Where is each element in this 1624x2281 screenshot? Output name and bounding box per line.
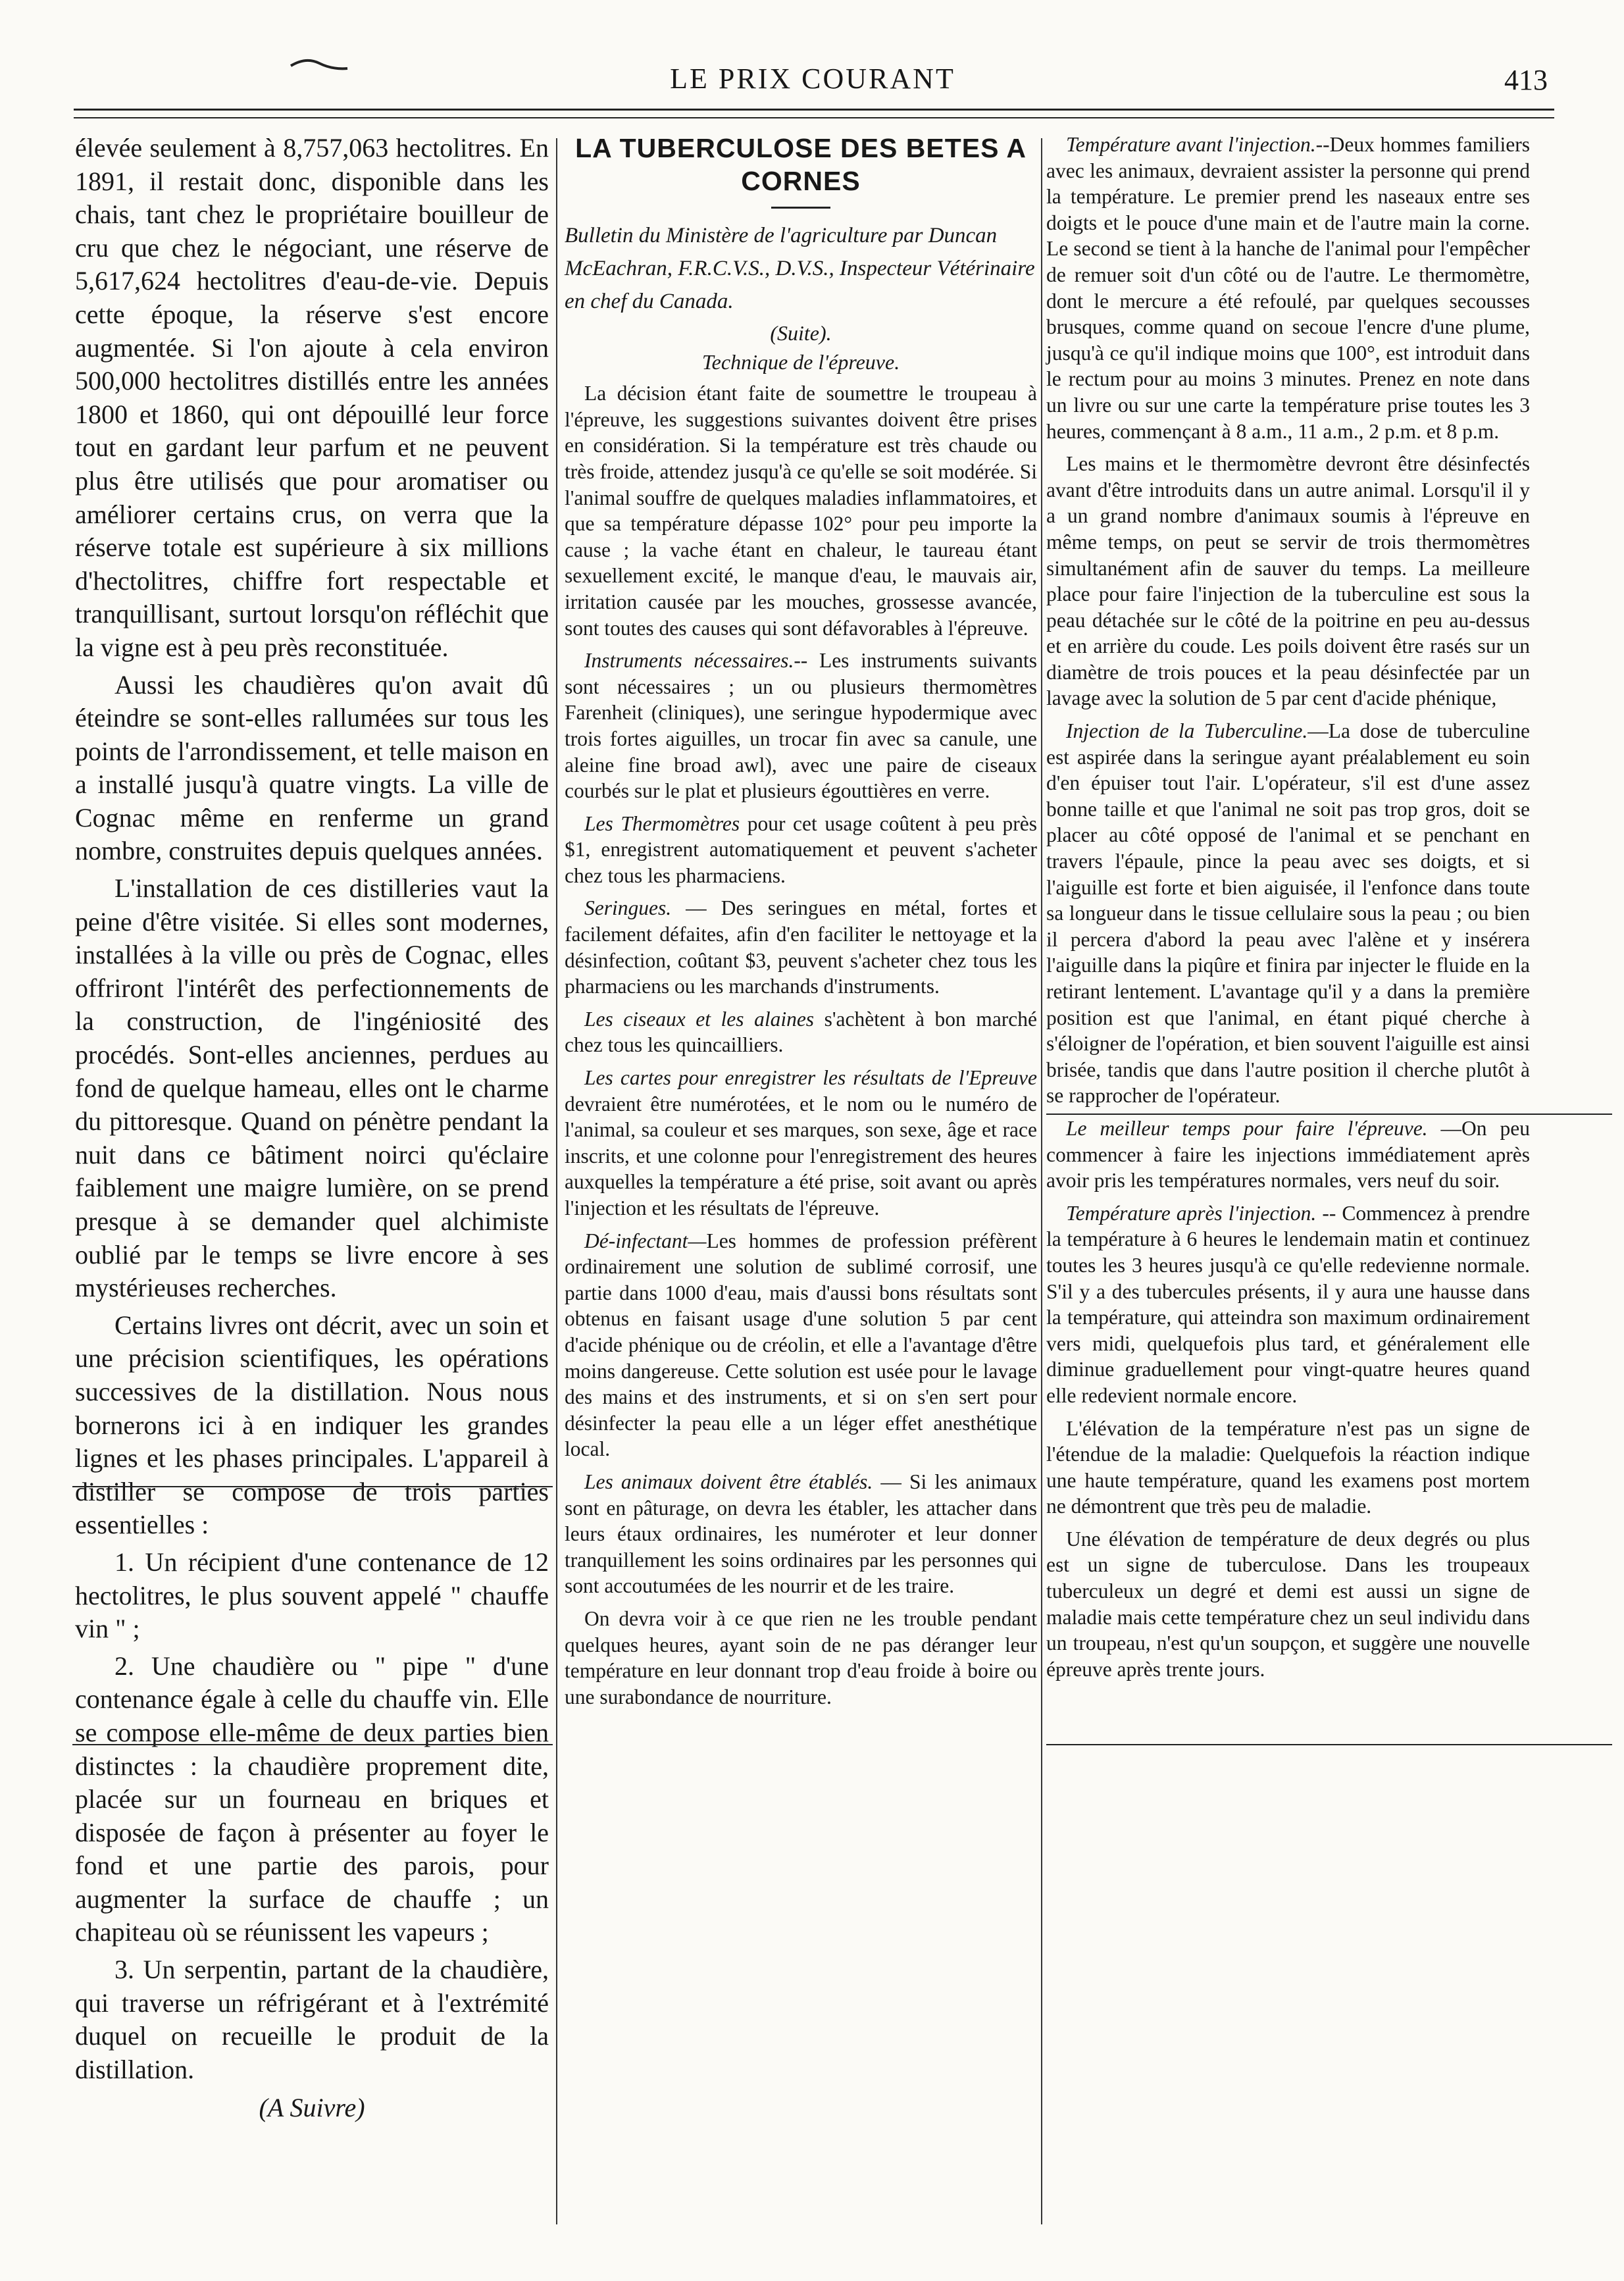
run-in-heading: Instruments nécessaires.-- — [584, 649, 808, 673]
list-item: 1. Un récipient d'une contenance de 12 hectolitres, le plus souvent appelé " chauffe vin " ; — [75, 1547, 549, 1644]
run-in-heading: Les Thermomètres — [584, 811, 740, 835]
header-rule — [74, 109, 1554, 111]
column-divider — [556, 138, 557, 2224]
paragraph — [1046, 1416, 1530, 1520]
section-heading: Technique de l'épreuve. — [701, 349, 900, 374]
paragraph-text: Une élévation de température de deux degrés ou plus est un signe de tuberculose. Dans les troupeaux tuberculeux un degré et demi est aussi un signe de maladie mais cette température chez un seul individu dans un troupeau, n'est qu'un soupçon, et suggère une nouvelle épreuve après trente jours. — [1046, 1527, 1530, 1681]
list-item: 3. Un serpentin, partant de la chaudière, qui traverse un réfrigérant et à l'extrémité duquel on recueille le produit de la distillation. — [75, 1955, 549, 2084]
paragraph — [1046, 1200, 1530, 1409]
fold-line — [72, 1744, 553, 1745]
run-in-heading: Seringues. — [584, 896, 672, 920]
title-rule — [771, 207, 830, 209]
paragraph-text: Les mains et le thermomètre devront être désinfectés avant d'être introduits dans un autre animal. Lorsqu'il il y a un grand nombre d'animaux soumis à l'épreuve en même temps, on peut se servir de trois thermomètres simultanément afin de sauver du temps. La meilleure place pour faire l'injection de la tuberculine est sous la peau détachée sur le côté de la poitrine en peu au-dessus et en arrière du coude. Les poils doivent être rasés sur un diamètre de trois pouces et la peau désinfectée par un lavage avec la solution de 5 par cent d'acide phénique, — [1046, 452, 1530, 710]
paragraph — [1046, 132, 1530, 444]
paragraph: élevée seulement à 8,757,063 hectolitres. En 1891, il restait donc, disponible dans les chais, tant chez le propriétaire bouilleur de cru que chez le négociant, une réserve de 5,617,624 hectolitres d'eau-de-vie. Depuis cette époque, la réserve s'est encore augmentée. Si l'on ajoute à cela environ 500,000 hectolitres distillés entre les années 1800 et 1860, qui ont dépouillé leur force tout en gardant leur parfum et ne peuvent plus être utilisés que pour aromatiser ou améliorer certains crus, on verra que la réserve totale est supérieure à six millions d'hectolitres, chiffre fort respectable et tranquillisant, surtout lorsqu'on réfléchit que la vigne est à peu près reconstituée. — [75, 133, 549, 662]
run-in-heading: Température avant l'injection. — [1066, 133, 1316, 156]
paragraph — [565, 895, 1037, 999]
paragraph — [565, 1228, 1037, 1462]
paragraph — [565, 1065, 1037, 1221]
run-in-heading: Les animaux doivent être établés. — [584, 1470, 873, 1493]
continued-note: (A Suivre) — [259, 2093, 365, 2123]
paragraph-text: devraient être numérotées, et le nom ou le numéro de l'animal, sa couleur et ses marques, son sexe, âge et race inscrits, et une colonne pour l'enregistrement des heures auxquelles la température a été prise, soit avant ou après l'injection et les résultats de l'épreuve. — [565, 1092, 1037, 1219]
article-title: LA TUBERCULOSE DES BETES A CORNES — [575, 133, 1027, 196]
paragraph — [1046, 718, 1530, 1109]
run-in-heading: Les cartes pour enregistrer les résultats de l'Epreuve — [584, 1066, 1037, 1090]
fold-line — [72, 1486, 553, 1487]
paragraph — [1046, 1115, 1530, 1194]
column-divider — [1041, 138, 1042, 2224]
paragraph: Aussi les chaudières qu'on avait dû éteindre se sont-elles rallumées sur tous les points de l'arrondissement, et telle maison en a installé jusqu'à quatre vingts. La ville de Cognac même en renferme un grand nombre, construites depuis quelques années. — [75, 669, 549, 866]
paragraph-text: -- Commencez à prendre la température à 6 heures le lendemain matin et continuez toutes les 3 heures jusqu'à ce qu'elle redevienne normale. S'il y a des tubercules présents, il y aura une hausse dans la température, qui atteindra son maximum ordinairement vers midi, quelquefois plus tard, et généralement elle diminue graduellement pour vingt-quatre heures quand elle redevient normale encore. — [1046, 1201, 1531, 1407]
column-tuberculose-continued — [1046, 132, 1530, 1689]
column-cognac-article — [75, 132, 549, 2125]
header-rule-thin — [74, 117, 1554, 118]
paragraph — [565, 1006, 1037, 1058]
paragraph-text: — Si les animaux sont en pâturage, on devra les établer, les attacher dans leurs étaux ordinaires, les numéroter et leur donner tranquillement les soins ordinaires par les personnes qui sont accoutumées de les nourrir et de les traire. — [565, 1470, 1037, 1598]
paragraph — [1046, 1526, 1530, 1683]
paragraph — [565, 811, 1037, 889]
paragraph-text: Les hommes de profession préfèrent ordinairement une solution de sublimé corrosif, une partie dans 1000 d'eau, mais d'aussi bons résultats sont obtenus en faisant usage d'une solution 5 par cent d'acide phénique ou de créolin, et elle a l'avantage d'être moins dangereuse. Cette solution est usée pour le lavage des mains et des instruments, et si on s'en sert pour désinfecter la peau elle a un léger effet anesthétique local. — [565, 1229, 1037, 1461]
paragraph-text: pour cet usage coûtent à peu près $1, enregistrent automatiquement et peuvent s'acheter chez tous les pharmaciens. — [565, 811, 1037, 887]
paragraph: L'installation de ces distilleries vaut la peine d'être visitée. Si elles sont modernes, installées à la ville ou près de Cognac, elles offriront l'intérêt des perfectionnements de la construction, de l'ingéniosité des procédés. Sont-elles anciennes, perdues au fond de quelque hameau, elles ont le charme du pittoresque. Quand on pénètre pendant la nuit dans ce bâtiment noirci qu'éclaire faiblement une maigre lumière, on se prend presque à se demander quel alchimiste oublié par le temps se livre encore à ses mystérieuses recherches. — [75, 873, 549, 1303]
paragraph — [565, 1469, 1037, 1599]
paragraph-text: L'élévation de la température n'est pas un signe de l'étendue de la maladie: Quelquefois la réaction indique une haute température, quand les examens post mortem ne démontrent que très peu de maladie. — [1046, 1416, 1530, 1518]
paragraph-text: —On peu commencer à faire les injections immédiatement après avoir pris les températures normales, vers neuf du soir. — [1046, 1116, 1530, 1192]
running-title: LE PRIX COURANT — [670, 63, 955, 95]
run-in-heading: Le meilleur temps pour faire l'épreuve. — [1066, 1116, 1428, 1140]
paragraph-text: s'achètent à bon marché chez tous les quincailliers. — [565, 1007, 1037, 1057]
run-in-heading: Température après l'injection. — [1066, 1201, 1317, 1225]
article-byline: Bulletin du Ministère de l'agriculture par Duncan McEachran, F.R.C.V.S., D.V.S., Inspecteur Vétérinaire en chef du Canada. — [565, 224, 1035, 313]
paragraph-text: Les instruments suivants sont nécessaires ; un ou plusieurs thermomètres Farenheit (cliniques), une seringue hypodermique avec trois fortes aiguilles, un trocar fin avec sa canule, une aleine fine broad awl), avec une paire de ciseaux courbés sur le plat et plusieurs égouttières en verre. — [565, 649, 1037, 803]
paragraph: La décision étant faite de soumettre le troupeau à l'épreuve, les suggestions suivantes doivent être prises en considération. Si la température est très chaude ou très froide, attendez jusqu'à ce qu'elle se soit modérée. Si l'animal souffre de quelques maladies inflammatoires, et que sa température dépasse 102° pour peu importe la cause ; la vache étant en chaleur, le taureau étant sexuellement excité, le manque d'eau, le mauvais air, irritation causée par les mouches, grossesse avancée, sont toutes des causes qui sont défavorables à l'épreuve. — [565, 382, 1037, 640]
paragraph-text: --Deux hommes familiers avec les animaux, devraient assister la personne qui prend la température. Le premier prend les naseaux entre ses doigts et le pouce d'une main et de l'autre main la corne. Le second se tient à la hanche de l'animal pour l'empêcher de remuer soit d'un côté ou de l'autre. Le thermomètre, dont le mercure a été refoulé, par quelques secousses brusques, comme quand on secoue l'encre d'une plume, jusqu'à ce qu'il indique moins que 100°, est introduit dans le rectum pour au moins 3 minutes. Prenez en note dans un livre ou sur une carte la température prise toutes les 3 heures, commençant à 8 a.m., 11 a.m., 2 p.m. et 8 p.m. — [1046, 133, 1530, 443]
run-in-heading: Injection de la Tuberculine. — [1066, 719, 1308, 743]
continuation-note: (Suite). — [770, 321, 832, 345]
page-number: 413 — [1504, 64, 1548, 96]
paragraph: On devra voir à ce que rien ne les trouble pendant quelques heures, ayant soin de ne pas déranger leur température en leur donnant trop d'eau froide à boire ou une surabondance de nourriture. — [565, 1606, 1037, 1708]
fold-line — [1046, 1114, 1612, 1115]
column-tuberculose-article — [565, 132, 1037, 1716]
page-header — [72, 58, 1553, 104]
run-in-heading: Dé-infectant— — [584, 1229, 707, 1252]
fold-line — [1046, 1744, 1612, 1745]
list-item: 2. Une chaudière ou " pipe " d'une contenance égale à celle du chauffe vin. Elle se compose elle-même de deux parties bien distinctes : la chaudière proprement dite, placée sur un fourneau en briques et disposée de façon à présenter au foyer le fond et une partie des parois, pour augmenter la surface de chauffe ; un chapiteau où se réunissent les vapeurs ; — [75, 1651, 549, 1947]
paragraph-text: —La dose de tuberculine est aspirée dans la seringue ayant préalablement eu soin d'en épuiser tout l'air. L'opérateur, s'il est d'une assez bonne taille et que l'animal ne soit pas trop gros, doit se placer au côté opposé de l'animal et se penchant en travers l'épaule, pince la peau avec ses doigts, et si l'aiguille est forte et bien aiguisée, il l'enfonce dans toute sa longueur dans le tissue cellulaire sous la peau ; ou bien il percera d'abord la peau avec l'alène et y insérera l'aiguille dans la piqûre et finira par injecter le fluide en la retirant lentement. L'avantage qu'il y a dans la première position est que l'animal, en étant piqué cherche à s'éloigner de l'opération, et bien souvent l'aiguille est ainsi brisée, tandis que dans l'autre position il cherche plutôt à se rapprocher de l'opérateur. — [1046, 719, 1530, 1108]
paragraph — [1046, 451, 1530, 711]
paragraph: Certains livres ont décrit, avec un soin et une précision scientifiques, les opérations successives de la distillation. Nous nous bornerons ici à en indiquer les grandes lignes et les phases principales. L'appareil à distiller se compose de trois parties essentielles : — [75, 1310, 549, 1540]
paragraph — [565, 648, 1037, 804]
paragraph-text: — Des seringues en métal, fortes et facilement défaites, afin d'en faciliter le nettoyage et la désinfection, coûtant $3, peuvent s'acheter chez tous les pharmaciens ou les marchands d'instruments. — [565, 896, 1037, 998]
run-in-heading: Les ciseaux et les alaines — [584, 1007, 815, 1031]
